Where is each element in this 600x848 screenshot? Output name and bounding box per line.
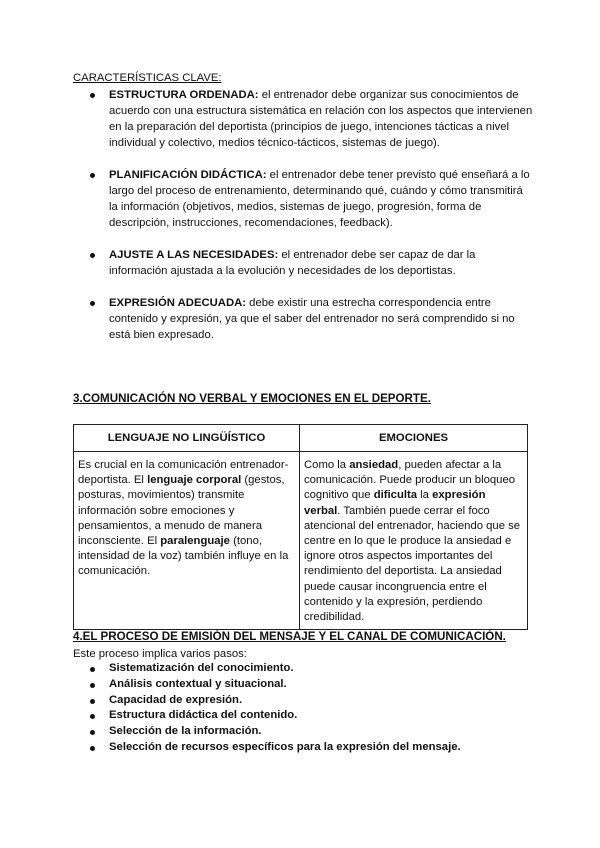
list-item [73, 295, 533, 343]
caracteristicas-heading: CARACTERÍSTICAS CLAVE: [73, 72, 222, 84]
list-item: Análisis contextual y situacional. [73, 677, 533, 693]
table-header-lenguaje: LENGUAJE NO LINGÜÍSTICO [74, 425, 300, 452]
list-item [73, 167, 533, 231]
section3-heading: 3.COMUNICACIÓN NO VERBAL Y EMOCIONES EN EL DEPORTE. [73, 392, 431, 405]
comparison-table [73, 424, 528, 630]
item-text: el entrenador debe ser capaz de dar la información ajustada a la evolución y necesidades de los deportistas. [109, 249, 476, 277]
cell-text: (tono, intensidad de la voz) también influye en la comunicación. [78, 535, 289, 578]
item-title: ESTRUCTURA ORDENADA: [109, 89, 259, 101]
item-text: debe existir una estrecha correspondencia entre contenido y expresión, ya que el saber del entrenador no será comprendido si no está bien expresado. [109, 297, 515, 341]
list-item: Capacidad de expresión. [73, 693, 533, 709]
section4-intro: Este proceso implica varios pasos: [73, 648, 247, 660]
item-text: el entrenador debe organizar sus conocimientos de acuerdo con una estructura sistemática en relación con los aspectos que intervienen en la preparación del deportista (principios de juego, intenciones tácticas a nivel individual y colectivo, medios técnico-tácticos, sistemas de juego). [109, 89, 533, 149]
section4-heading: 4.EL PROCESO DE EMISIÓN DEL MENSAJE Y EL CANAL DE COMUNICACIÓN. [73, 630, 506, 643]
cell-text: la [417, 489, 433, 502]
list-item [73, 87, 533, 151]
cell-text: . También puede cerrar el foco atencional del entrenador, haciendo que se centre en lo que le produce la ansiedad e ignore otros aspectos importantes del rendimiento del deportista. La ansiedad puede causar incongruencia entre el contenido y la expresión, perdiendo credibilidad. [304, 504, 521, 624]
item-title: PLANIFICACIÓN DIDÁCTICA: [109, 169, 267, 181]
table-cell-emociones [300, 452, 528, 630]
list-item: Sistematización del conocimiento. [73, 661, 533, 677]
cell-bold: paralenguaje [160, 535, 230, 548]
cell-text: Como la [304, 459, 350, 471]
cell-text: Es crucial en la comunicación entrenador-deportista. El [78, 459, 289, 487]
table-header-emociones: EMOCIONES [300, 425, 528, 452]
steps-list [73, 661, 533, 756]
list-item: Selección de recursos específicos para la expresión del mensaje. [73, 740, 533, 756]
cell-bold: lenguaje corporal [147, 474, 242, 487]
table-cell-lenguaje [74, 452, 300, 630]
cell-bold: ansiedad [349, 459, 399, 471]
cell-bold: dificulta [373, 489, 418, 502]
features-list [73, 87, 533, 359]
item-title: AJUSTE A LAS NECESIDADES: [109, 249, 279, 261]
item-title: EXPRESIÓN ADECUADA: [109, 297, 247, 309]
cell-bold: expresión verbal [304, 489, 486, 517]
table-header-row [74, 425, 528, 452]
list-item [73, 247, 533, 279]
list-item: Estructura didáctica del contenido. [73, 708, 533, 724]
item-text: el entrenador debe tener previsto qué enseñará a lo largo del proceso de entrenamiento, determinando qué, cuándo y cómo transmitirá la información (objetivos, medios, sistemas de juego, progresión, forma de descripción, instrucciones, recomendaciones, feedback). [109, 169, 530, 229]
table-row [74, 452, 528, 630]
cell-text: , pueden afectar a la comunicación. Puede producir un bloqueo cognitivo que [304, 459, 516, 502]
cell-text: (gestos, posturas, movimientos) transmite información sobre emociones y pensamientos, a menudo de manera inconsciente. El [78, 474, 285, 548]
list-item: Selección de la información. [73, 724, 533, 740]
